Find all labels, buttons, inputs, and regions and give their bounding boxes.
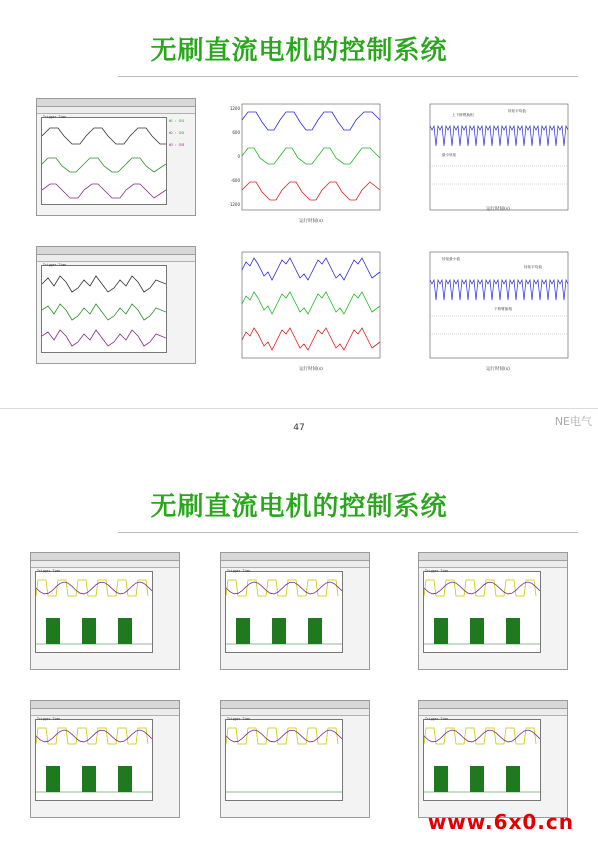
y-tick: -1200 xyxy=(228,202,240,207)
scope-traces xyxy=(226,720,342,800)
scope-window xyxy=(418,552,568,670)
trigger-label: Trigger Time xyxy=(227,717,251,721)
annotation: 上下桥臂换相 xyxy=(452,113,474,117)
x-axis-label: 运行时间(s) xyxy=(486,207,510,212)
annotation: 转矩平均值 xyxy=(524,265,542,269)
y-tick: -600 xyxy=(230,178,240,183)
scope-traces xyxy=(36,720,152,800)
torque-chart xyxy=(412,98,572,228)
scope-window xyxy=(220,700,370,818)
scope-traces xyxy=(42,118,166,204)
trigger-label: Trigger Time xyxy=(43,263,67,267)
brand-watermark: NE电气 xyxy=(554,415,592,428)
scope-side-label: W2 : CH2 xyxy=(169,131,185,135)
scope-traces xyxy=(42,266,166,352)
x-axis-label: 运行时间(s) xyxy=(299,219,323,224)
torque-chart xyxy=(412,246,572,376)
y-tick: 600 xyxy=(232,130,240,135)
annotation: 转矩平均值 xyxy=(508,109,526,113)
site-watermark: www.6x0.cn xyxy=(427,810,574,834)
phase-current-chart xyxy=(224,98,384,228)
annotation: 最小转矩 xyxy=(442,153,457,157)
trigger-label: Trigger Time xyxy=(37,569,61,573)
scope-window xyxy=(30,700,180,818)
scope-window xyxy=(36,98,196,216)
y-tick: 0 xyxy=(237,154,240,159)
scope-traces xyxy=(424,572,540,652)
scope-traces xyxy=(226,572,342,652)
page-number: 47 xyxy=(293,423,305,433)
x-axis-label: 运行时间(s) xyxy=(486,367,510,372)
slide-2-title: 无刷直流电机的控制系统 xyxy=(150,492,448,522)
y-tick: 1200 xyxy=(229,106,240,111)
slide-1-title: 无刷直流电机的控制系统 xyxy=(150,36,448,66)
trigger-label: Trigger Time xyxy=(227,569,251,573)
slide-1-bottom-rule xyxy=(0,408,598,409)
trigger-label: Trigger Time xyxy=(425,569,449,573)
scope-window xyxy=(36,246,196,364)
phase-current-chart xyxy=(224,246,384,376)
scope-side-label: W3 : CH3 xyxy=(169,143,185,147)
scope-traces xyxy=(424,720,540,800)
trigger-label: Trigger Time xyxy=(43,115,67,119)
scope-window xyxy=(30,552,180,670)
slide-2-title-rule xyxy=(118,532,578,533)
scope-traces xyxy=(36,572,152,652)
scope-side-label: W1 : CH1 xyxy=(169,119,185,123)
scope-window xyxy=(418,700,568,818)
annotation: 下桥臂换相 xyxy=(494,307,512,311)
annotation: 转矩最小值 xyxy=(442,257,460,261)
trigger-label: Trigger Time xyxy=(37,717,61,721)
x-axis-label: 运行时间(s) xyxy=(299,367,323,372)
scope-window xyxy=(220,552,370,670)
trigger-label: Trigger Time xyxy=(425,717,449,721)
slide-1-title-rule xyxy=(118,76,578,77)
